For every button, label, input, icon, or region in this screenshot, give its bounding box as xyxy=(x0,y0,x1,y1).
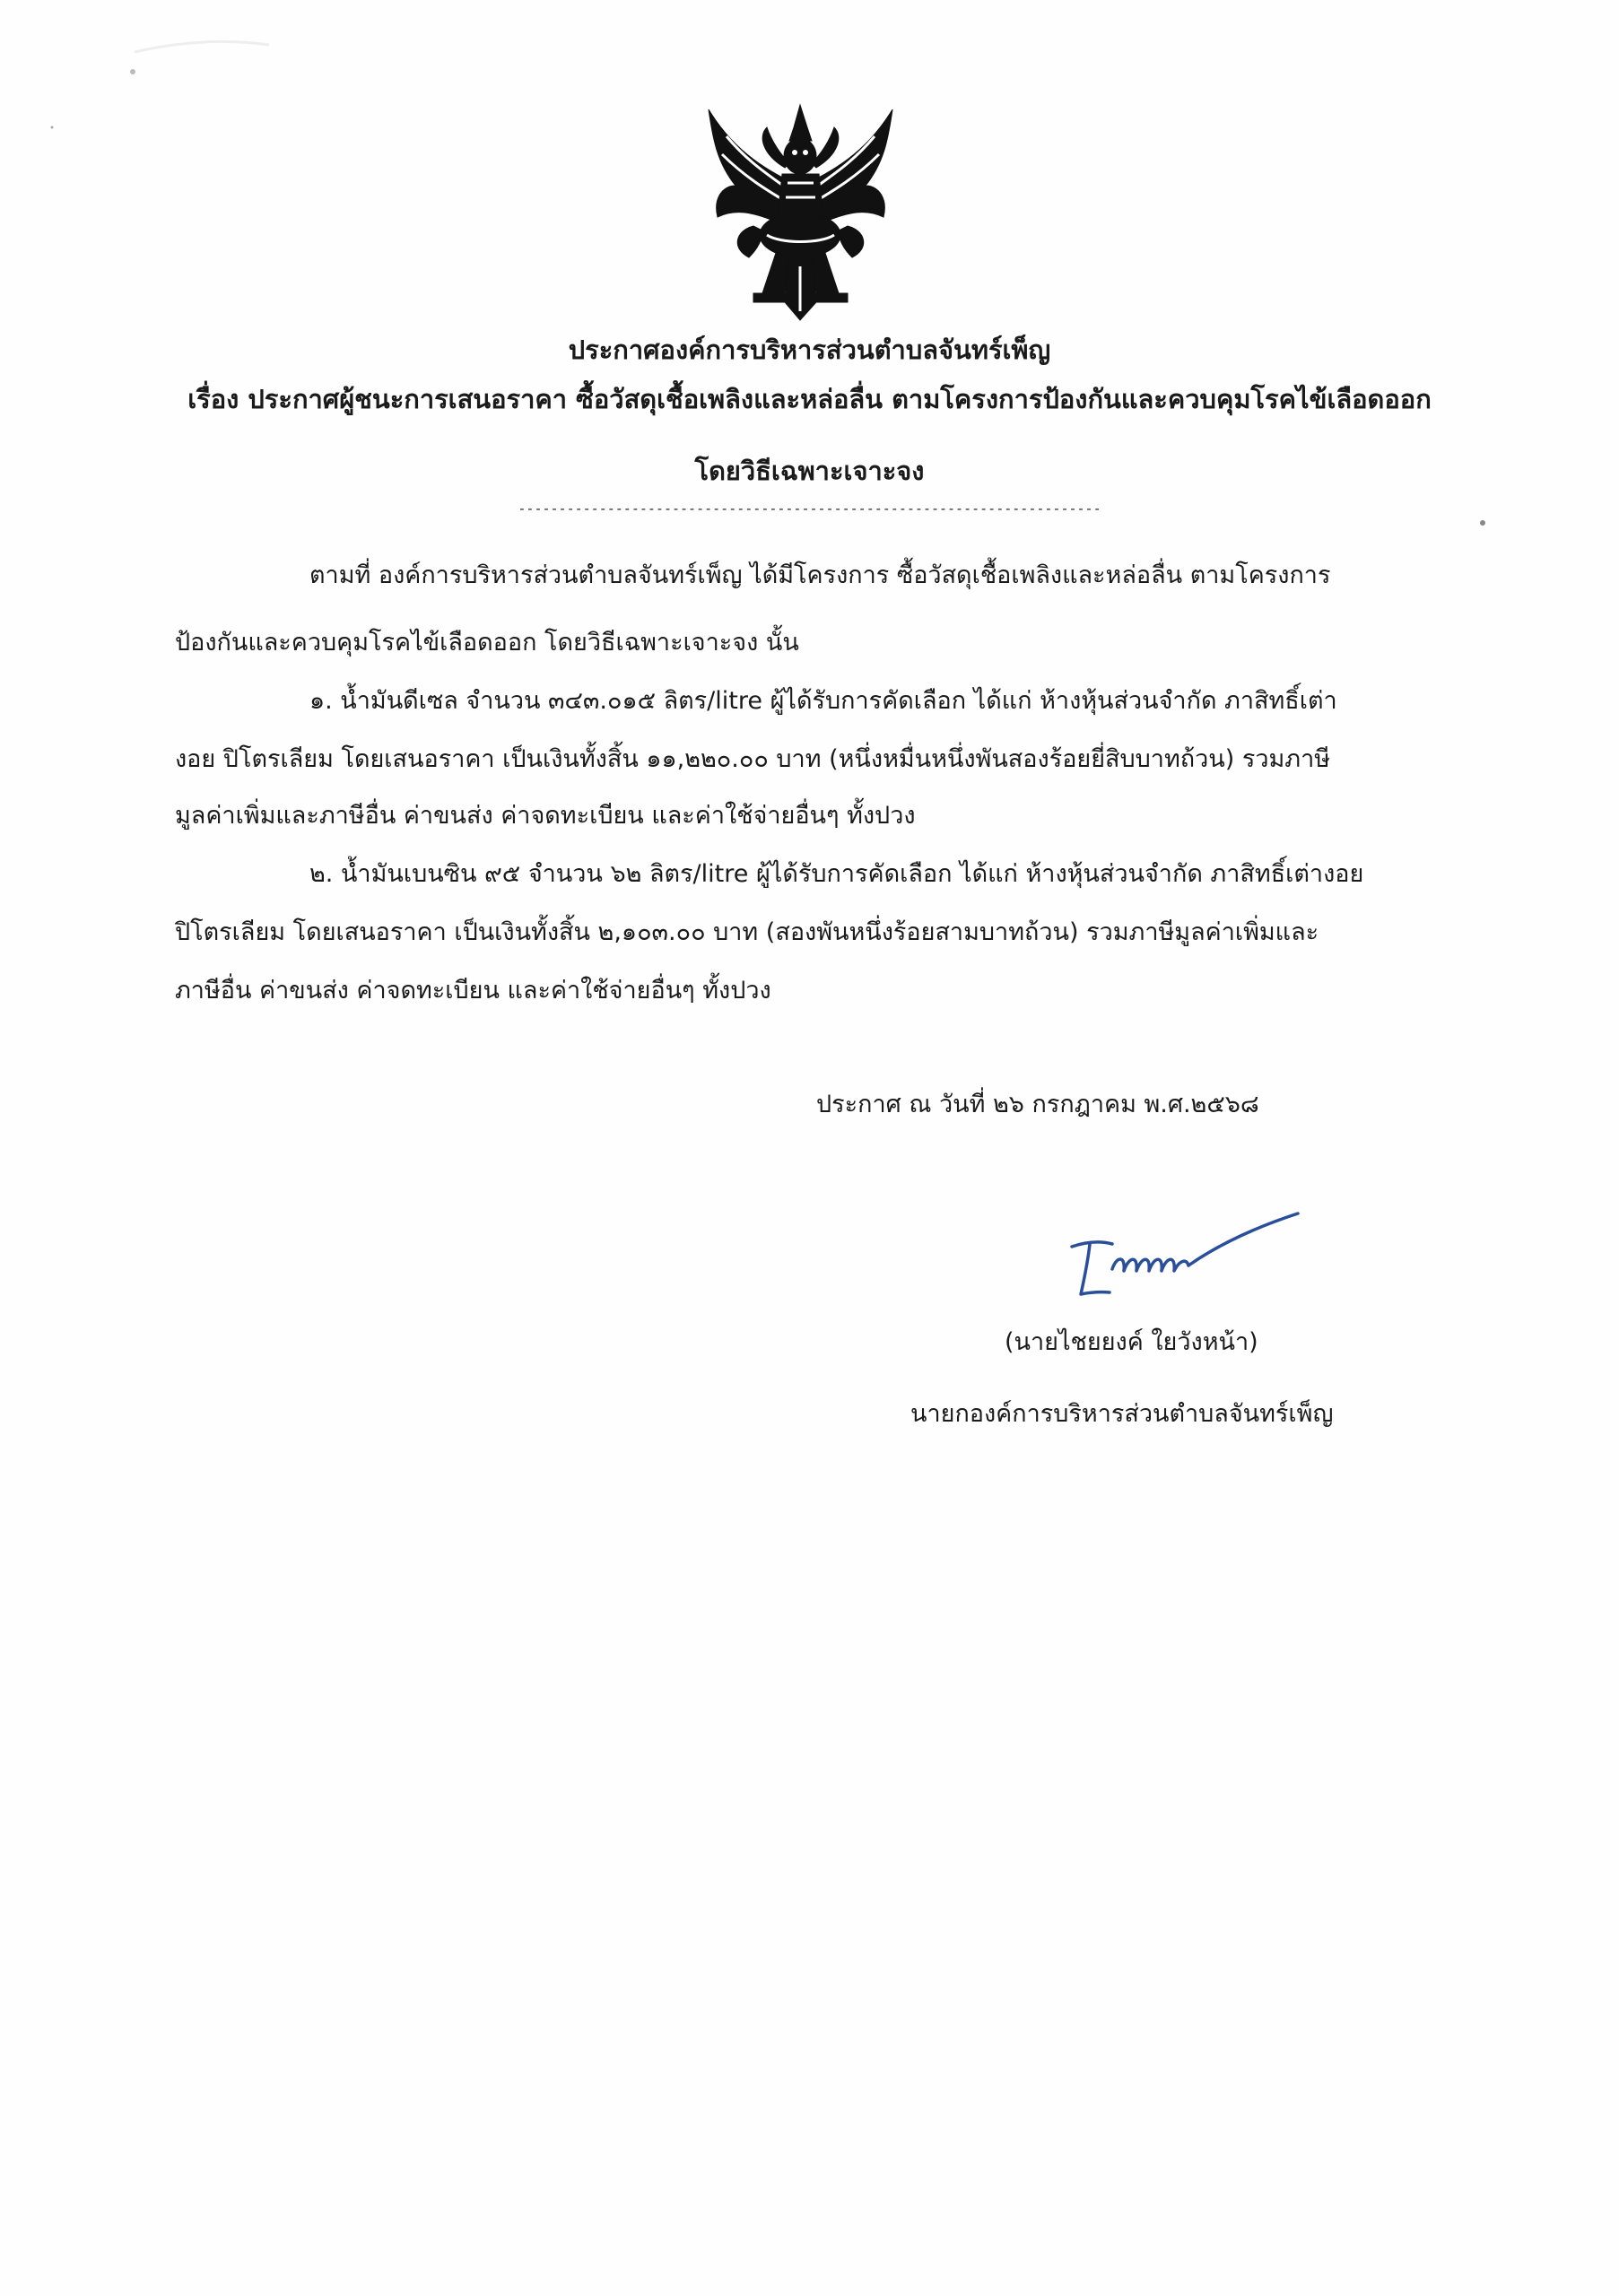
item-2-line-2: ปิโตรเลียม โดยเสนอราคา เป็นเงินทั้งสิ้น ๒,๑๐๓.๐๐ บาท (สองพันหนึ่งร้อยสามบาทถ้วน) รวมภาษีมูลค่าเพิ่มและ xyxy=(175,918,1319,946)
intro-line-1: ตามที่ องค์การบริหารส่วนตำบลจันทร์เพ็ญ ได้มีโครงการ ซื้อวัสดุเชื้อเพลิงและหล่อลื่น ตามโครงการ xyxy=(309,561,1331,589)
item-2-line-3: ภาษีอื่น ค่าขนส่ง ค่าจดทะเบียน และค่าใช้จ่ายอื่นๆ ทั้งปวง xyxy=(175,977,771,1004)
signer-name: (นายไชยยงค์ ใยวังหน้า) xyxy=(1005,1328,1258,1356)
document-method: โดยวิธีเฉพาะเจาะจง xyxy=(694,456,925,486)
document-subject: เรื่อง ประกาศผู้ชนะการเสนอราคา ซื้อวัสดุเชื้อเพลิงและหล่อลื่น ตามโครงการป้องกันและควบคุมโรคไข้เลือดออก xyxy=(187,384,1432,414)
item-2-line-1: ๒. น้ำมันเบนซิน ๙๕ จำนวน ๖๒ ลิตร/litre ผู้ได้รับการคัดเลือก ได้แก่ ห้างหุ้นส่วนจำกัด ภาสิทธิ์เต่างอย xyxy=(309,860,1364,888)
intro-line-2: ป้องกันและควบคุมโรคไข้เลือดออก โดยวิธีเฉพาะเจาะจง นั้น xyxy=(175,629,799,657)
document-title: ประกาศองค์การบริหารส่วนตำบลจันทร์เพ็ญ xyxy=(568,335,1051,365)
item-1-line-3: มูลค่าเพิ่มและภาษีอื่น ค่าขนส่ง ค่าจดทะเบียน และค่าใช้จ่ายอื่นๆ ทั้งปวง xyxy=(175,802,916,830)
signer-position: นายกองค์การบริหารส่วนตำบลจันทร์เพ็ญ xyxy=(910,1400,1334,1428)
item-1-line-2: งอย ปิโตรเลียม โดยเสนอราคา เป็นเงินทั้งสิ้น ๑๑,๒๒๐.๐๐ บาท (หนึ่งหมื่นหนึ่งพันสองร้อยยี่สิบบาทถ้วน) รวมภาษี xyxy=(175,745,1331,773)
item-1-line-1: ๑. น้ำมันดีเซล จำนวน ๓๔๓.๐๑๕ ลิตร/litre ผู้ได้รับการคัดเลือก ได้แก่ ห้างหุ้นส่วนจำกัด ภาสิทธิ์เต่า xyxy=(309,687,1337,715)
garuda-emblem-icon xyxy=(700,100,901,325)
announce-date: ประกาศ ณ วันที่ ๒๖ กรกฎาคม พ.ศ.๒๕๖๘ xyxy=(816,1091,1259,1118)
divider-line: ------------------------------------------------------------------------ xyxy=(518,500,1101,517)
handwritten-signature xyxy=(1063,1206,1305,1305)
